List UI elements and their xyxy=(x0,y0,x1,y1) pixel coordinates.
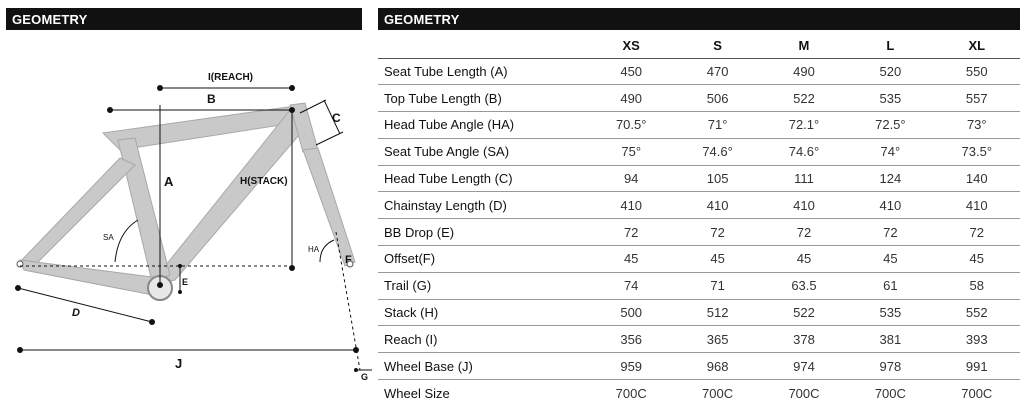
size-header: M xyxy=(761,33,847,58)
table-cell: 393 xyxy=(934,326,1020,353)
seat-tube xyxy=(118,138,170,282)
table-cell: 974 xyxy=(761,353,847,380)
table-cell: 74 xyxy=(588,272,674,299)
table-row xyxy=(378,219,1020,246)
diagram-header: GEOMETRY xyxy=(6,8,362,30)
table-cell: 63.5 xyxy=(761,272,847,299)
table-cell: 450 xyxy=(588,58,674,85)
table-row xyxy=(378,192,1020,219)
table-cell: 490 xyxy=(588,85,674,112)
table-cell: 94 xyxy=(588,165,674,192)
table-cell: 700C xyxy=(702,385,734,401)
table-row xyxy=(378,353,1020,380)
e-label: E xyxy=(182,277,189,287)
table-cell: 72 xyxy=(761,219,847,246)
table-cell: 535 xyxy=(847,85,933,112)
param-header xyxy=(378,33,588,58)
table-cell: 74° xyxy=(847,138,933,165)
table-cell: 45 xyxy=(761,246,847,273)
table-cell: 410 xyxy=(934,192,1020,219)
size-header: XL xyxy=(934,33,1020,58)
param-name: Seat Tube Length (A) xyxy=(378,58,588,85)
chainstay-line xyxy=(18,288,152,322)
table-row xyxy=(378,326,1020,353)
table-row xyxy=(378,58,1020,85)
sa-label: SA xyxy=(103,233,114,242)
table-cell: 410 xyxy=(847,192,933,219)
table-cell: 72.1° xyxy=(761,112,847,139)
param-name: BB Drop (E) xyxy=(378,219,588,246)
table-cell: 70.5° xyxy=(588,112,674,139)
table-cell: 512 xyxy=(674,299,760,326)
table-row xyxy=(378,272,1020,299)
sa-arc xyxy=(115,220,138,262)
d-label: D xyxy=(72,307,80,319)
param-name: Wheel Base (J) xyxy=(378,353,588,380)
table-cell: 557 xyxy=(934,85,1020,112)
table-cell: 74.6° xyxy=(674,138,760,165)
c-label: C xyxy=(332,111,341,125)
param-name: Head Tube Angle (HA) xyxy=(378,112,588,139)
table-cell: 410 xyxy=(761,192,847,219)
table-cell: 535 xyxy=(847,299,933,326)
table-cell: 45 xyxy=(847,246,933,273)
param-name: Wheel Size xyxy=(384,385,450,401)
param-name: Stack (H) xyxy=(378,299,588,326)
param-name: Chainstay Length (D) xyxy=(378,192,588,219)
frame-geometry-diagram xyxy=(0,30,372,418)
table-cell: 500 xyxy=(588,299,674,326)
table-row xyxy=(378,112,1020,139)
head-tube-dim-line-2 xyxy=(316,132,343,145)
f-label: F xyxy=(345,254,352,266)
table-row xyxy=(378,138,1020,165)
table-cell: 356 xyxy=(588,326,674,353)
table-cell: 490 xyxy=(761,58,847,85)
param-name: Head Tube Length (C) xyxy=(378,165,588,192)
table-cell: 75° xyxy=(588,138,674,165)
size-header: S xyxy=(674,33,760,58)
table-cell: 522 xyxy=(761,85,847,112)
size-header-row xyxy=(378,33,1020,58)
table-cell: 61 xyxy=(847,272,933,299)
table-header: GEOMETRY xyxy=(378,8,1020,30)
table-cell: 991 xyxy=(934,353,1020,380)
table-cell: 58 xyxy=(934,272,1020,299)
param-name: Offset(F) xyxy=(378,246,588,273)
table-cell: 410 xyxy=(674,192,760,219)
chain-stay xyxy=(20,260,160,296)
table-cell: 45 xyxy=(934,246,1020,273)
param-name: Seat Tube Angle (SA) xyxy=(378,138,588,165)
param-name: Trail (G) xyxy=(378,272,588,299)
table-cell: 520 xyxy=(847,58,933,85)
table-row xyxy=(378,85,1020,112)
table-cell: 978 xyxy=(847,353,933,380)
table-cell: 72 xyxy=(847,219,933,246)
table-cell: 72 xyxy=(934,219,1020,246)
table-cell: 105 xyxy=(674,165,760,192)
table-row xyxy=(378,299,1020,326)
table-cell: 700C xyxy=(874,385,906,401)
table-cell: 71° xyxy=(674,112,760,139)
table-cell: 73° xyxy=(934,112,1020,139)
geometry-table xyxy=(378,33,1020,406)
bike-frame xyxy=(20,103,355,296)
b-label: B xyxy=(207,92,216,106)
table-cell: 506 xyxy=(674,85,760,112)
ha-arc xyxy=(320,240,334,262)
table-cell: 470 xyxy=(674,58,760,85)
a-label: A xyxy=(164,174,174,189)
table-cell: 73.5° xyxy=(934,138,1020,165)
table-cell: 410 xyxy=(588,192,674,219)
table-cell: 381 xyxy=(847,326,933,353)
table-cell: 45 xyxy=(674,246,760,273)
table-row xyxy=(378,246,1020,273)
table-row xyxy=(378,165,1020,192)
table-cell: 700C xyxy=(961,385,993,401)
seat-stay xyxy=(20,158,135,268)
reach-label: I(REACH) xyxy=(208,72,253,83)
table-cell: 552 xyxy=(934,299,1020,326)
stack-label: H(STACK) xyxy=(240,176,288,187)
table-row xyxy=(378,380,1020,407)
param-name: Top Tube Length (B) xyxy=(378,85,588,112)
ha-label: HA xyxy=(308,245,320,254)
table-cell: 365 xyxy=(674,326,760,353)
table-cell: 700C xyxy=(788,385,820,401)
table-cell: 522 xyxy=(761,299,847,326)
table-cell: 550 xyxy=(934,58,1020,85)
table-cell: 700C xyxy=(615,385,647,401)
table-cell: 124 xyxy=(847,165,933,192)
table-cell: 72 xyxy=(588,219,674,246)
table-cell: 71 xyxy=(674,272,760,299)
g-label: G xyxy=(361,372,369,382)
table-cell: 968 xyxy=(674,353,760,380)
table-cell: 72 xyxy=(674,219,760,246)
table-cell: 111 xyxy=(761,165,847,192)
table-cell: 378 xyxy=(761,326,847,353)
param-name: Reach (I) xyxy=(378,326,588,353)
j-label: J xyxy=(175,356,183,371)
size-header: XS xyxy=(588,33,674,58)
table-cell: 72.5° xyxy=(847,112,933,139)
table-cell: 74.6° xyxy=(761,138,847,165)
size-header: L xyxy=(847,33,933,58)
table-cell: 140 xyxy=(934,165,1020,192)
table-cell: 959 xyxy=(588,353,674,380)
table-cell: 45 xyxy=(588,246,674,273)
